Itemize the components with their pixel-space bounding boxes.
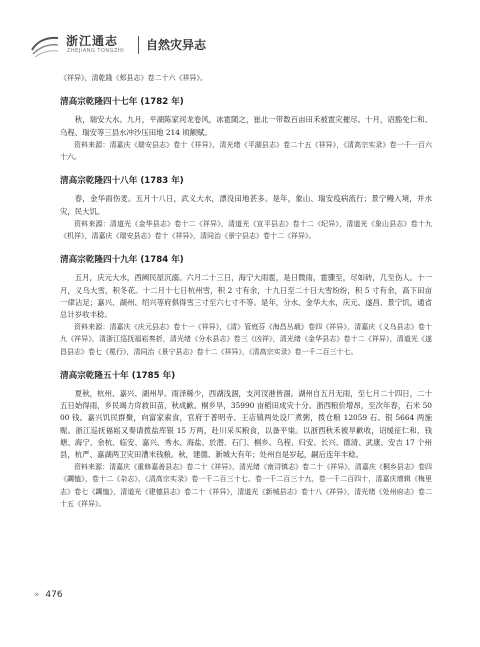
page-header bbox=[30, 30, 450, 62]
year-heading-ad: (1783 年) bbox=[140, 176, 184, 187]
year-heading-title: 清高宗乾隆四十七年 bbox=[60, 97, 138, 108]
page-footer bbox=[34, 590, 63, 600]
page-marker: » bbox=[34, 590, 40, 600]
year-heading-ad: (1782 年) bbox=[140, 97, 184, 108]
page-content bbox=[60, 72, 432, 510]
page-number: 476 bbox=[45, 590, 63, 600]
year-heading-title: 清高宗乾隆五十年 bbox=[60, 370, 129, 381]
continued-citation: 《祥异》，清乾隆《郏县志》卷二十六《祥异》。 bbox=[60, 74, 207, 82]
year-heading-title: 清高宗乾隆四十八年 bbox=[60, 176, 138, 187]
header-divider bbox=[138, 36, 139, 54]
book-subtitle: ZHEJIANG TONGZHI bbox=[67, 48, 125, 54]
logo-icon bbox=[30, 32, 60, 58]
year-heading-title: 清高宗乾隆四十九年 bbox=[60, 255, 138, 266]
source-paragraph: 资料来源：清嘉庆《庆元县志》卷十一《祥异》，《清》管庭芬《海昌丛载》卷四《祥异》，清嘉庆《义乌县志》卷十九《祥异》，清浙江巡抚福崧奏折，清光绪《分水县志》卷三《凶祥》，清光绪《金华县志》卷十二《祥异》，清道光《遂昌县志》卷七《冕行》，清同治《景宁县志》卷十二《祥异》，《清高宗实录》卷一千二百三十七。 bbox=[60, 323, 432, 356]
chapter-title: 自然灾异志 bbox=[146, 38, 207, 52]
record-paragraph: 秋，瑞安大水。九月，平湖陈家河龙卷风，冰雹随之，崔北一带数百亩田禾被雹灾摧尽。十月，诏豁免仁和、乌程、瑞安等三县水冲沙压田地 214 顷额赋。 bbox=[60, 115, 432, 137]
year-heading bbox=[60, 175, 432, 187]
year-heading bbox=[60, 254, 432, 266]
year-heading bbox=[60, 370, 432, 382]
source-paragraph: 资料来源：清嘉庆《瑞安县志》卷十《祥异》，清光绪《平湖县志》卷二十五《祥异》，《清高宗实录》卷一千一百六十六。 bbox=[60, 140, 432, 162]
source-paragraph: 资料来源：清道光《金华县志》卷十二《祥异》，清道光《宣平县志》卷十二《纪异》，清道光《象山县志》卷十九《机祥》，清嘉庆《瑞安县志》卷十《祥异》，清同治《景宁县志》卷十二《祥异》。 bbox=[60, 219, 432, 241]
book-title: 浙江通志 bbox=[66, 34, 119, 48]
year-heading bbox=[60, 96, 432, 108]
year-heading-ad: (1785 年) bbox=[131, 370, 176, 381]
record-paragraph: 夏秋，杭州、嘉兴、湖州旱。雨泽稀少，西湖浅涸，支河汊港皆涸。湖州自五月无雨，至七月二十四日，二十五日始得雨，乡民竭力戽救田苗，秋成歉。桐乡旱，35990 亩稻田成灾十分。浙西粮价增昂，至次年春，石米 5000 钱。嘉兴饥民群聚，向富家索食，官府于普明寺、王店镇两处设厂煮粥，拨仓粮 12059 石、银 5664 两施赈。浙江巡抚福崧又奏请拨盐库银 15 万两，赴川采买粮食，以备平粜。以浙西秋禾被旱歉收，诏缓征仁和、钱塘、海宁、余杭、临安、嘉兴、秀水、海盐、於潜、石门、桐乡、乌程、归安、长兴、德清、武康、安吉 17 个州县，杭严、嘉湖两卫灾田漕米钱粮。秋，建德、新城大有年；处州自是岁起，嗣后连年丰稔。 bbox=[60, 389, 432, 460]
record-paragraph: 春，金华雨伤麦。五月十八日，武义大水，漂没田地甚多。是年，象山、瑞安疫病流行；景宁鳗入境，并水灾，民大饥。 bbox=[60, 194, 432, 216]
year-heading-ad: (1784 年) bbox=[140, 255, 184, 266]
record-paragraph: 五月，庆元大水，西阙民屋沉溺。六月二十三日，海宁大雨雹，是日微雨，雹骤至，尽如砖，几至伤人。十一月，义乌大雪，积冬花。十二月十七日杭州雪，积 2 寸有余，十九日至二十日大雪纷纷，积 5 寸有余，高下田亩一律沾足；嘉兴、湖州、绍兴等府俱得雪三寸至六七寸不等。是年，分水、金华大水，庆元、遂昌、景宁饥，通省总计岁收丰稔。 bbox=[60, 273, 432, 320]
source-paragraph: 资料来源：清嘉庆《重修嘉善县志》卷二十《祥异》，清光绪《南浔镇志》卷二十《祥异》，清嘉庆《桐乡县志》卷四《蠲恤》，卷十二《杂志》，《清高宗实录》卷一千二百三十七、卷一千二百三十九，卷一千二百四十，清嘉庆增辑《梅里志》卷七《蠲恤》，清道光《建德县志》卷二十《祥异》，清道光《新城县志》卷十八《祥异》，清光绪《处州府志》卷二十五《祥异》。 bbox=[60, 463, 432, 508]
